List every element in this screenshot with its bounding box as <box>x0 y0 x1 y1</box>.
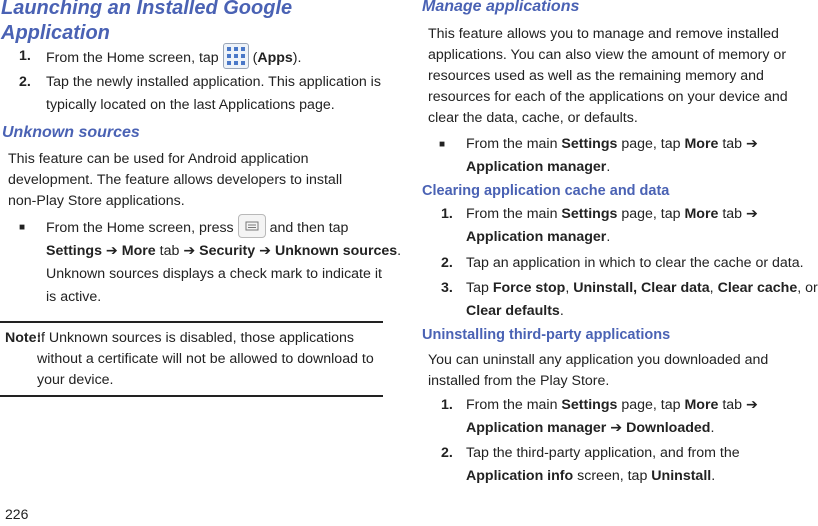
heading-unknown-sources: Unknown sources <box>2 124 140 141</box>
manage-paragraph: This feature allows you to manage and remove installed applications. You can also view the amount of memory or resources used as well as the remaining memory and resources for each of the applications on your device and clear the data, cache, or defaults. <box>428 26 788 126</box>
note-label: Note: <box>5 330 42 346</box>
arrow-icon: ➔ <box>610 420 623 436</box>
page-number: 226 <box>5 506 29 522</box>
arrow-icon: ➔ <box>105 243 118 259</box>
note-top-rule <box>0 321 383 323</box>
heading-uninstalling: Uninstalling third-party applications <box>422 327 671 343</box>
arrow-icon: ➔ <box>183 243 196 259</box>
uninstalling-paragraph: You can uninstall any application you downloaded and installed from the Play Store. <box>428 352 769 389</box>
note-bottom-rule <box>0 395 383 397</box>
arrow-icon: ➔ <box>746 397 758 413</box>
unknown-sources-paragraph: This feature can be used for Android application development. The feature allows developers to install non-Play Store applications. <box>8 151 343 209</box>
arrow-icon: ➔ <box>746 136 758 152</box>
heading-clearing-cache: Clearing application cache and data <box>422 183 670 199</box>
section-title-launching: Launching an Installed Google Application <box>1 0 293 44</box>
bullet-square-icon: ■ <box>439 139 446 150</box>
bullet-square-icon: ■ <box>19 222 26 233</box>
arrow-icon: ➔ <box>746 206 758 222</box>
arrow-icon: ➔ <box>259 243 271 259</box>
menu-key-icon <box>238 214 266 238</box>
heading-manage-applications: Manage applications <box>422 0 580 15</box>
apps-grid-icon <box>223 43 249 69</box>
